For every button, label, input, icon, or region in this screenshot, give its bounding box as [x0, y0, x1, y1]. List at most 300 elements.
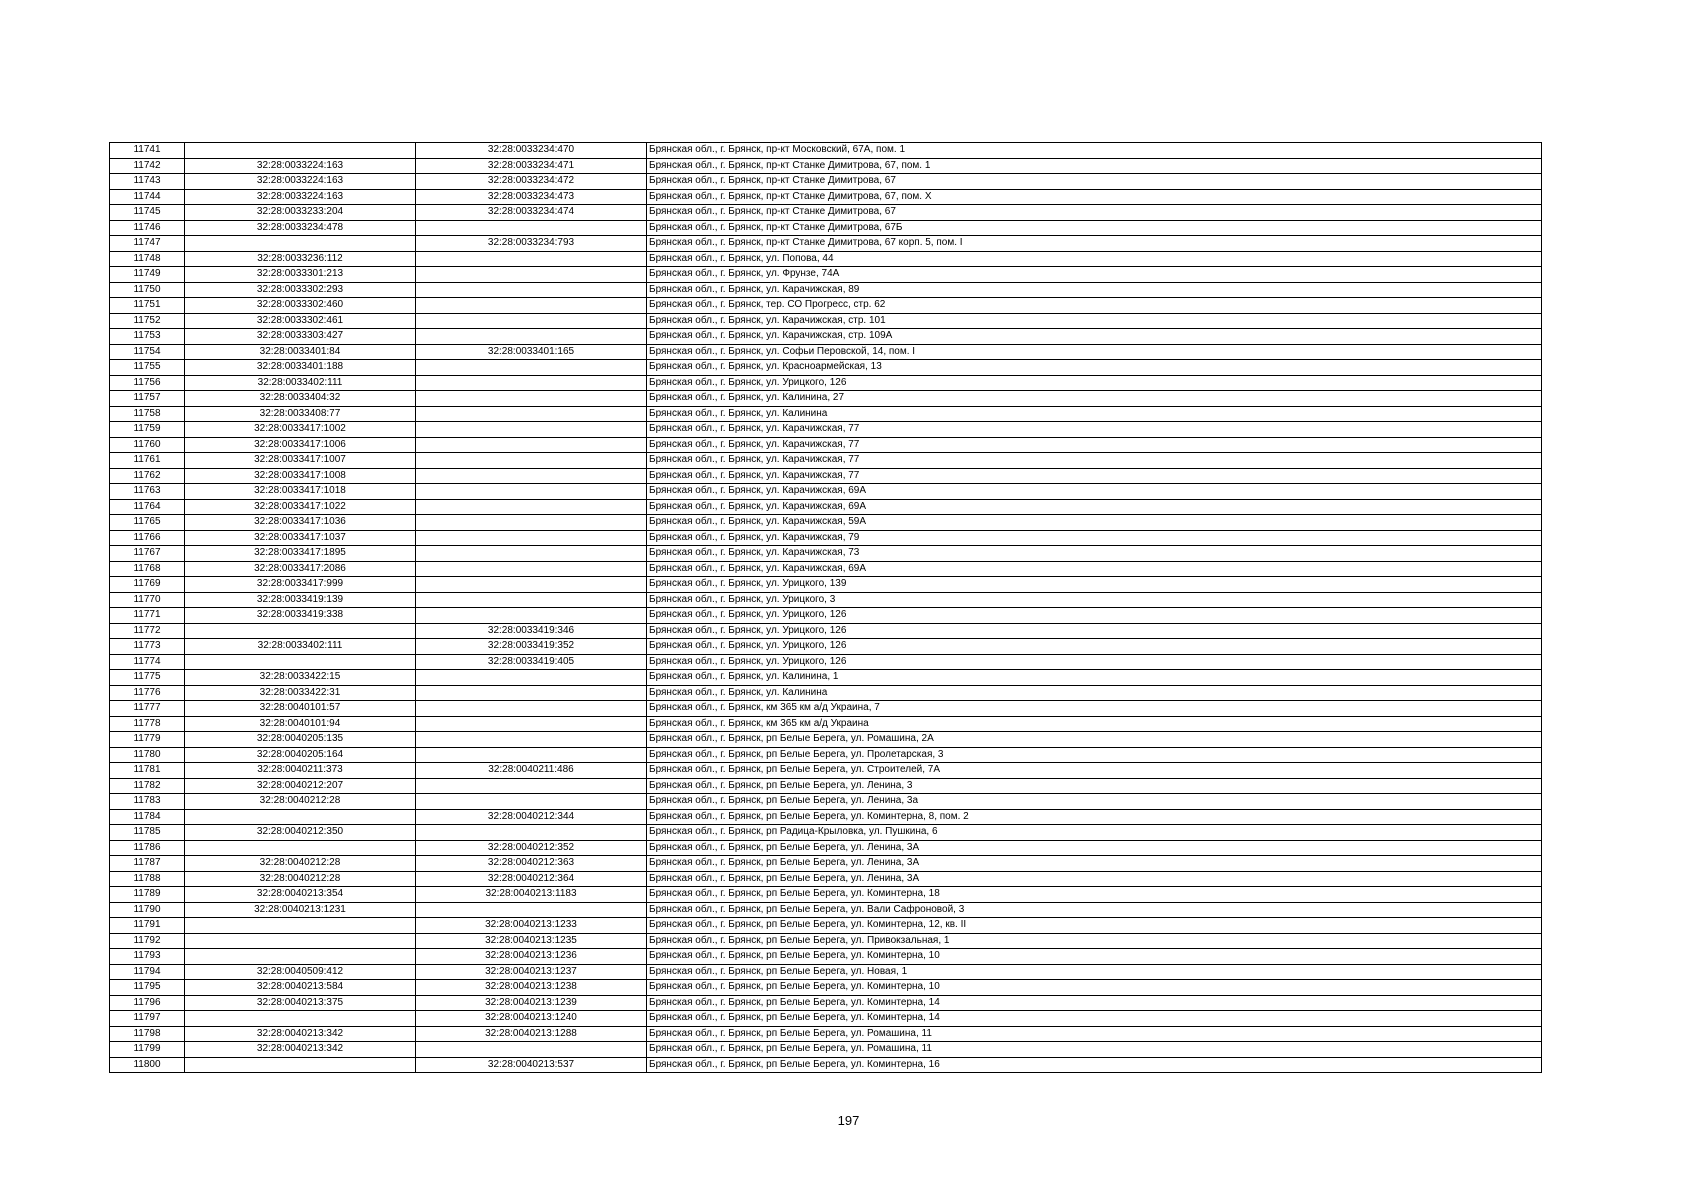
table-row: [110, 484, 1542, 500]
row-number-cell: 11752: [110, 313, 185, 329]
table-row: [110, 654, 1542, 670]
table-row: [110, 933, 1542, 949]
address-cell: Брянская обл., г. Брянск, ул. Урицкого, 139: [647, 577, 1542, 593]
table-row: [110, 530, 1542, 546]
cadastral-number-cell: 32:28:0033234:478: [185, 220, 416, 236]
address-cell: Брянская обл., г. Брянск, ул. Карачижская, 73: [647, 546, 1542, 562]
row-number-cell: 11773: [110, 639, 185, 655]
address-cell: Брянская обл., г. Брянск, пр-кт Станке Димитрова, 67 корп. 5, пом. I: [647, 236, 1542, 252]
object-cadastral-number-cell: 32:28:0040212:364: [416, 871, 647, 887]
address-cell: Брянская обл., г. Брянск, рп Белые Берега, ул. Строителей, 7А: [647, 763, 1542, 779]
address-cell: Брянская обл., г. Брянск, ул. Калинина, 1: [647, 670, 1542, 686]
cadastral-number-cell: [185, 840, 416, 856]
cadastral-number-cell: 32:28:0033236:112: [185, 251, 416, 267]
address-cell: Брянская обл., г. Брянск, ул. Карачижская, стр. 109А: [647, 329, 1542, 345]
cadastral-number-cell: [185, 623, 416, 639]
object-cadastral-number-cell: [416, 592, 647, 608]
object-cadastral-number-cell: 32:28:0040213:1235: [416, 933, 647, 949]
table-body: [110, 143, 1542, 1073]
address-cell: Брянская обл., г. Брянск, рп Белые Берега, ул. Ленина, 3А: [647, 871, 1542, 887]
row-number-cell: 11791: [110, 918, 185, 934]
object-cadastral-number-cell: 32:28:0040213:537: [416, 1057, 647, 1073]
row-number-cell: 11746: [110, 220, 185, 236]
table-row: [110, 1042, 1542, 1058]
table-row: [110, 949, 1542, 965]
object-cadastral-number-cell: [416, 313, 647, 329]
address-cell: Брянская обл., г. Брянск, ул. Калинина: [647, 685, 1542, 701]
object-cadastral-number-cell: 32:28:0040213:1233: [416, 918, 647, 934]
address-cell: Брянская обл., г. Брянск, ул. Карачижская, 69А: [647, 561, 1542, 577]
row-number-cell: 11780: [110, 747, 185, 763]
cadastral-number-cell: 32:28:0033417:1036: [185, 515, 416, 531]
row-number-cell: 11759: [110, 422, 185, 438]
row-number-cell: 11786: [110, 840, 185, 856]
address-cell: Брянская обл., г. Брянск, рп Белые Берега, ул. Ленина, 3: [647, 778, 1542, 794]
address-cell: Брянская обл., г. Брянск, рп Белые Берега, ул. Коминтерна, 14: [647, 995, 1542, 1011]
cadastral-number-cell: [185, 1011, 416, 1027]
cadastral-number-cell: 32:28:0033419:139: [185, 592, 416, 608]
cadastral-number-cell: 32:28:0033224:163: [185, 174, 416, 190]
row-number-cell: 11794: [110, 964, 185, 980]
address-cell: Брянская обл., г. Брянск, ул. Урицкого, 126: [647, 375, 1542, 391]
table-row: [110, 592, 1542, 608]
object-cadastral-number-cell: 32:28:0033234:793: [416, 236, 647, 252]
cadastral-number-cell: 32:28:0033417:1002: [185, 422, 416, 438]
cadastral-number-cell: 32:28:0033224:163: [185, 158, 416, 174]
table-row: [110, 236, 1542, 252]
cadastral-number-cell: 32:28:0033417:2086: [185, 561, 416, 577]
object-cadastral-number-cell: [416, 329, 647, 345]
object-cadastral-number-cell: [416, 453, 647, 469]
address-cell: Брянская обл., г. Брянск, пр-кт Московский, 67А, пом. 1: [647, 143, 1542, 159]
cadastral-number-cell: 32:28:0040213:342: [185, 1042, 416, 1058]
cadastral-number-cell: 32:28:0033224:163: [185, 189, 416, 205]
row-number-cell: 11757: [110, 391, 185, 407]
row-number-cell: 11800: [110, 1057, 185, 1073]
table-row: [110, 313, 1542, 329]
row-number-cell: 11779: [110, 732, 185, 748]
object-cadastral-number-cell: [416, 530, 647, 546]
cadastral-number-cell: 32:28:0040213:1231: [185, 902, 416, 918]
table-row: [110, 329, 1542, 345]
table-row: [110, 778, 1542, 794]
row-number-cell: 11763: [110, 484, 185, 500]
address-cell: Брянская обл., г. Брянск, ул. Карачижская, 69А: [647, 499, 1542, 515]
cadastral-number-cell: 32:28:0033417:1007: [185, 453, 416, 469]
object-cadastral-number-cell: [416, 825, 647, 841]
row-number-cell: 11785: [110, 825, 185, 841]
row-number-cell: 11741: [110, 143, 185, 159]
object-cadastral-number-cell: 32:28:0040213:1239: [416, 995, 647, 1011]
object-cadastral-number-cell: 32:28:0040212:352: [416, 840, 647, 856]
cadastral-number-cell: 32:28:0033233:204: [185, 205, 416, 221]
address-cell: Брянская обл., г. Брянск, ул. Калинина, 27: [647, 391, 1542, 407]
table-row: [110, 1026, 1542, 1042]
cadastral-number-cell: 32:28:0033419:338: [185, 608, 416, 624]
cadastral-number-cell: 32:28:0033402:111: [185, 375, 416, 391]
object-cadastral-number-cell: 32:28:0033234:472: [416, 174, 647, 190]
address-cell: Брянская обл., г. Брянск, ул. Софьи Перовской, 14, пом. I: [647, 344, 1542, 360]
object-cadastral-number-cell: [416, 267, 647, 283]
cadastral-number-cell: 32:28:0033422:31: [185, 685, 416, 701]
address-cell: Брянская обл., г. Брянск, ул. Калинина: [647, 406, 1542, 422]
row-number-cell: 11761: [110, 453, 185, 469]
object-cadastral-number-cell: 32:28:0040212:363: [416, 856, 647, 872]
cadastral-number-cell: 32:28:0040205:164: [185, 747, 416, 763]
table-row: [110, 344, 1542, 360]
cadastral-number-cell: 32:28:0040212:28: [185, 794, 416, 810]
row-number-cell: 11756: [110, 375, 185, 391]
table-row: [110, 174, 1542, 190]
address-cell: Брянская обл., г. Брянск, пр-кт Станке Димитрова, 67: [647, 174, 1542, 190]
object-cadastral-number-cell: [416, 794, 647, 810]
table-row: [110, 577, 1542, 593]
address-cell: Брянская обл., г. Брянск, ул. Урицкого, 3: [647, 592, 1542, 608]
object-cadastral-number-cell: [416, 499, 647, 515]
cadastral-number-cell: 32:28:0033417:1037: [185, 530, 416, 546]
row-number-cell: 11795: [110, 980, 185, 996]
table-row: [110, 825, 1542, 841]
address-cell: Брянская обл., г. Брянск, рп Белые Берега, ул. Коминтерна, 10: [647, 980, 1542, 996]
row-number-cell: 11797: [110, 1011, 185, 1027]
object-cadastral-number-cell: [416, 437, 647, 453]
cadastral-number-cell: 32:28:0033401:188: [185, 360, 416, 376]
object-cadastral-number-cell: 32:28:0033419:405: [416, 654, 647, 670]
cadastral-number-cell: 32:28:0040101:94: [185, 716, 416, 732]
object-cadastral-number-cell: 32:28:0040213:1238: [416, 980, 647, 996]
object-cadastral-number-cell: 32:28:0040213:1240: [416, 1011, 647, 1027]
table-row: [110, 701, 1542, 717]
object-cadastral-number-cell: [416, 282, 647, 298]
cadastral-number-cell: 32:28:0040211:373: [185, 763, 416, 779]
table-row: [110, 747, 1542, 763]
table-row: [110, 437, 1542, 453]
object-cadastral-number-cell: [416, 546, 647, 562]
table-row: [110, 608, 1542, 624]
address-cell: Брянская обл., г. Брянск, пр-кт Станке Димитрова, 67, пом. 1: [647, 158, 1542, 174]
row-number-cell: 11784: [110, 809, 185, 825]
object-cadastral-number-cell: [416, 902, 647, 918]
table-row: [110, 453, 1542, 469]
cadastral-number-cell: 32:28:0040213:354: [185, 887, 416, 903]
address-cell: Брянская обл., г. Брянск, рп Белые Берега, ул. Ромашина, 2А: [647, 732, 1542, 748]
row-number-cell: 11788: [110, 871, 185, 887]
row-number-cell: 11777: [110, 701, 185, 717]
row-number-cell: 11793: [110, 949, 185, 965]
object-cadastral-number-cell: 32:28:0033234:471: [416, 158, 647, 174]
row-number-cell: 11775: [110, 670, 185, 686]
cadastral-number-cell: [185, 918, 416, 934]
object-cadastral-number-cell: 32:28:0040211:486: [416, 763, 647, 779]
table-row: [110, 360, 1542, 376]
cadastral-number-cell: 32:28:0033302:460: [185, 298, 416, 314]
table-row: [110, 143, 1542, 159]
table-row: [110, 298, 1542, 314]
object-cadastral-number-cell: [416, 670, 647, 686]
table-row: [110, 499, 1542, 515]
table-row: [110, 980, 1542, 996]
cadastral-number-cell: 32:28:0040212:28: [185, 871, 416, 887]
cadastral-number-cell: 32:28:0040509:412: [185, 964, 416, 980]
cadastral-number-cell: 32:28:0033303:427: [185, 329, 416, 345]
row-number-cell: 11748: [110, 251, 185, 267]
table-row: [110, 205, 1542, 221]
address-cell: Брянская обл., г. Брянск, ул. Карачижская, 69А: [647, 484, 1542, 500]
row-number-cell: 11747: [110, 236, 185, 252]
cadastral-number-cell: 32:28:0033401:84: [185, 344, 416, 360]
cadastral-number-cell: [185, 143, 416, 159]
cadastral-number-cell: 32:28:0040205:135: [185, 732, 416, 748]
table-row: [110, 375, 1542, 391]
address-cell: Брянская обл., г. Брянск, ул. Карачижская, 77: [647, 437, 1542, 453]
cadastral-number-cell: 32:28:0033402:111: [185, 639, 416, 655]
table-row: [110, 794, 1542, 810]
object-cadastral-number-cell: [416, 251, 647, 267]
cadastral-number-cell: 32:28:0033417:1018: [185, 484, 416, 500]
cadastral-number-cell: [185, 1057, 416, 1073]
address-cell: Брянская обл., г. Брянск, км 365 км а/д Украина, 7: [647, 701, 1542, 717]
table-row: [110, 391, 1542, 407]
cadastral-number-cell: 32:28:0040212:28: [185, 856, 416, 872]
address-cell: Брянская обл., г. Брянск, ул. Урицкого, 126: [647, 608, 1542, 624]
object-cadastral-number-cell: 32:28:0040212:344: [416, 809, 647, 825]
address-cell: Брянская обл., г. Брянск, рп Белые Берега, ул. Вали Сафроновой, 3: [647, 902, 1542, 918]
address-cell: Брянская обл., г. Брянск, км 365 км а/д Украина: [647, 716, 1542, 732]
row-number-cell: 11789: [110, 887, 185, 903]
object-cadastral-number-cell: 32:28:0033234:474: [416, 205, 647, 221]
address-cell: Брянская обл., г. Брянск, рп Белые Берега, ул. Новая, 1: [647, 964, 1542, 980]
row-number-cell: 11745: [110, 205, 185, 221]
cadastral-number-cell: 32:28:0040213:342: [185, 1026, 416, 1042]
object-cadastral-number-cell: 32:28:0040213:1236: [416, 949, 647, 965]
row-number-cell: 11772: [110, 623, 185, 639]
object-cadastral-number-cell: 32:28:0033234:473: [416, 189, 647, 205]
object-cadastral-number-cell: [416, 747, 647, 763]
cadastral-number-cell: 32:28:0040212:207: [185, 778, 416, 794]
row-number-cell: 11749: [110, 267, 185, 283]
address-cell: Брянская обл., г. Брянск, рп Белые Берега, ул. Коминтерна, 14: [647, 1011, 1542, 1027]
table-row: [110, 546, 1542, 562]
page-number: 197: [837, 1113, 860, 1128]
cadastral-number-cell: 32:28:0033404:32: [185, 391, 416, 407]
row-number-cell: 11750: [110, 282, 185, 298]
address-cell: Брянская обл., г. Брянск, рп Радица-Крыловка, ул. Пушкина, 6: [647, 825, 1542, 841]
row-number-cell: 11767: [110, 546, 185, 562]
object-cadastral-number-cell: 32:28:0040213:1288: [416, 1026, 647, 1042]
table-row: [110, 468, 1542, 484]
object-cadastral-number-cell: [416, 1042, 647, 1058]
row-number-cell: 11743: [110, 174, 185, 190]
address-cell: Брянская обл., г. Брянск, рп Белые Берега, ул. Ромашина, 11: [647, 1026, 1542, 1042]
table-row: [110, 918, 1542, 934]
address-cell: Брянская обл., г. Брянск, ул. Карачижская, 77: [647, 453, 1542, 469]
row-number-cell: 11764: [110, 499, 185, 515]
table-row: [110, 220, 1542, 236]
table-row: [110, 856, 1542, 872]
row-number-cell: 11799: [110, 1042, 185, 1058]
address-cell: Брянская обл., г. Брянск, ул. Фрунзе, 74А: [647, 267, 1542, 283]
cadastral-number-cell: 32:28:0033417:1006: [185, 437, 416, 453]
row-number-cell: 11768: [110, 561, 185, 577]
address-cell: Брянская обл., г. Брянск, рп Белые Берега, ул. Коминтерна, 12, кв. II: [647, 918, 1542, 934]
address-cell: Брянская обл., г. Брянск, ул. Карачижская, 77: [647, 422, 1542, 438]
row-number-cell: 11766: [110, 530, 185, 546]
cadastral-number-cell: 32:28:0040212:350: [185, 825, 416, 841]
row-number-cell: 11755: [110, 360, 185, 376]
cadastral-number-cell: 32:28:0033301:213: [185, 267, 416, 283]
address-cell: Брянская обл., г. Брянск, рп Белые Берега, ул. Ленина, 3А: [647, 856, 1542, 872]
table-row: [110, 639, 1542, 655]
object-cadastral-number-cell: [416, 406, 647, 422]
row-number-cell: 11758: [110, 406, 185, 422]
address-cell: Брянская обл., г. Брянск, пр-кт Станке Димитрова, 67Б: [647, 220, 1542, 236]
address-cell: Брянская обл., г. Брянск, ул. Карачижская, 89: [647, 282, 1542, 298]
address-cell: Брянская обл., г. Брянск, рп Белые Берега, ул. Ромашина, 11: [647, 1042, 1542, 1058]
cadastral-number-cell: 32:28:0033302:461: [185, 313, 416, 329]
row-number-cell: 11769: [110, 577, 185, 593]
address-cell: Брянская обл., г. Брянск, рп Белые Берега, ул. Коминтерна, 8, пом. 2: [647, 809, 1542, 825]
row-number-cell: 11782: [110, 778, 185, 794]
row-number-cell: 11783: [110, 794, 185, 810]
object-cadastral-number-cell: 32:28:0033234:470: [416, 143, 647, 159]
cadastral-number-cell: 32:28:0033417:1022: [185, 499, 416, 515]
cadastral-number-cell: 32:28:0040213:375: [185, 995, 416, 1011]
table-row: [110, 189, 1542, 205]
object-cadastral-number-cell: [416, 360, 647, 376]
object-cadastral-number-cell: [416, 716, 647, 732]
cadastral-number-cell: 32:28:0033408:77: [185, 406, 416, 422]
row-number-cell: 11771: [110, 608, 185, 624]
row-number-cell: 11792: [110, 933, 185, 949]
address-cell: Брянская обл., г. Брянск, рп Белые Берега, ул. Ленина, 3а: [647, 794, 1542, 810]
object-cadastral-number-cell: [416, 298, 647, 314]
object-cadastral-number-cell: [416, 701, 647, 717]
cadastral-number-cell: 32:28:0040101:57: [185, 701, 416, 717]
address-cell: Брянская обл., г. Брянск, ул. Карачижская, 79: [647, 530, 1542, 546]
table-row: [110, 1057, 1542, 1073]
table-row: [110, 763, 1542, 779]
row-number-cell: 11778: [110, 716, 185, 732]
object-cadastral-number-cell: [416, 391, 647, 407]
table-row: [110, 670, 1542, 686]
row-number-cell: 11765: [110, 515, 185, 531]
table-row: [110, 809, 1542, 825]
object-cadastral-number-cell: 32:28:0033401:165: [416, 344, 647, 360]
table-row: [110, 422, 1542, 438]
cadastral-number-cell: 32:28:0033417:1008: [185, 468, 416, 484]
object-cadastral-number-cell: [416, 732, 647, 748]
address-cell: Брянская обл., г. Брянск, рп Белые Берега, ул. Пролетарская, 3: [647, 747, 1542, 763]
table-row: [110, 1011, 1542, 1027]
object-cadastral-number-cell: [416, 375, 647, 391]
address-cell: Брянская обл., г. Брянск, ул. Карачижская, стр. 101: [647, 313, 1542, 329]
object-cadastral-number-cell: [416, 220, 647, 236]
address-cell: Брянская обл., г. Брянск, рп Белые Берега, ул. Ленина, 3А: [647, 840, 1542, 856]
table-row: [110, 840, 1542, 856]
table-row: [110, 685, 1542, 701]
table-row: [110, 732, 1542, 748]
row-number-cell: 11760: [110, 437, 185, 453]
address-cell: Брянская обл., г. Брянск, ул. Попова, 44: [647, 251, 1542, 267]
row-number-cell: 11787: [110, 856, 185, 872]
row-number-cell: 11742: [110, 158, 185, 174]
row-number-cell: 11774: [110, 654, 185, 670]
address-cell: Брянская обл., г. Брянск, ул. Урицкого, 126: [647, 639, 1542, 655]
address-cell: Брянская обл., г. Брянск, ул. Карачижская, 59А: [647, 515, 1542, 531]
table-row: [110, 902, 1542, 918]
row-number-cell: 11751: [110, 298, 185, 314]
object-cadastral-number-cell: [416, 577, 647, 593]
table-row: [110, 282, 1542, 298]
cadastral-number-cell: 32:28:0033302:293: [185, 282, 416, 298]
address-cell: Брянская обл., г. Брянск, рп Белые Берега, ул. Коминтерна, 18: [647, 887, 1542, 903]
object-cadastral-number-cell: [416, 515, 647, 531]
object-cadastral-number-cell: [416, 468, 647, 484]
row-number-cell: 11790: [110, 902, 185, 918]
object-cadastral-number-cell: [416, 561, 647, 577]
row-number-cell: 11781: [110, 763, 185, 779]
cadastral-number-cell: 32:28:0033417:999: [185, 577, 416, 593]
object-cadastral-number-cell: [416, 484, 647, 500]
table-row: [110, 561, 1542, 577]
address-cell: Брянская обл., г. Брянск, рп Белые Берега, ул. Коминтерна, 16: [647, 1057, 1542, 1073]
cadastral-number-cell: [185, 949, 416, 965]
table-row: [110, 406, 1542, 422]
cadastral-number-cell: [185, 236, 416, 252]
table-row: [110, 623, 1542, 639]
cadastral-number-cell: [185, 933, 416, 949]
address-cell: Брянская обл., г. Брянск, ул. Карачижская, 77: [647, 468, 1542, 484]
object-cadastral-number-cell: 32:28:0033419:352: [416, 639, 647, 655]
table-row: [110, 887, 1542, 903]
object-cadastral-number-cell: 32:28:0033419:346: [416, 623, 647, 639]
address-cell: Брянская обл., г. Брянск, ул. Урицкого, 126: [647, 623, 1542, 639]
address-cell: Брянская обл., г. Брянск, ул. Урицкого, 126: [647, 654, 1542, 670]
object-cadastral-number-cell: [416, 608, 647, 624]
cadastral-number-cell: 32:28:0040213:584: [185, 980, 416, 996]
table-row: [110, 267, 1542, 283]
cadastral-number-cell: 32:28:0033417:1895: [185, 546, 416, 562]
row-number-cell: 11770: [110, 592, 185, 608]
table-row: [110, 871, 1542, 887]
row-number-cell: 11796: [110, 995, 185, 1011]
row-number-cell: 11776: [110, 685, 185, 701]
address-cell: Брянская обл., г. Брянск, пр-кт Станке Димитрова, 67: [647, 205, 1542, 221]
address-cell: Брянская обл., г. Брянск, ул. Красноармейская, 13: [647, 360, 1542, 376]
row-number-cell: 11754: [110, 344, 185, 360]
cadastral-number-cell: 32:28:0033422:15: [185, 670, 416, 686]
table-row: [110, 251, 1542, 267]
address-cell: Брянская обл., г. Брянск, тер. СО Прогресс, стр. 62: [647, 298, 1542, 314]
object-cadastral-number-cell: [416, 778, 647, 794]
table-row: [110, 716, 1542, 732]
table-row: [110, 964, 1542, 980]
address-cell: Брянская обл., г. Брянск, рп Белые Берега, ул. Привокзальная, 1: [647, 933, 1542, 949]
object-cadastral-number-cell: [416, 422, 647, 438]
cadastral-number-cell: [185, 809, 416, 825]
object-cadastral-number-cell: 32:28:0040213:1183: [416, 887, 647, 903]
object-cadastral-number-cell: 32:28:0040213:1237: [416, 964, 647, 980]
cadastral-number-cell: [185, 654, 416, 670]
table-row: [110, 158, 1542, 174]
row-number-cell: 11762: [110, 468, 185, 484]
address-cell: Брянская обл., г. Брянск, пр-кт Станке Димитрова, 67, пом. X: [647, 189, 1542, 205]
row-number-cell: 11798: [110, 1026, 185, 1042]
table-row: [110, 515, 1542, 531]
address-cell: Брянская обл., г. Брянск, рп Белые Берега, ул. Коминтерна, 10: [647, 949, 1542, 965]
table-row: [110, 995, 1542, 1011]
row-number-cell: 11744: [110, 189, 185, 205]
